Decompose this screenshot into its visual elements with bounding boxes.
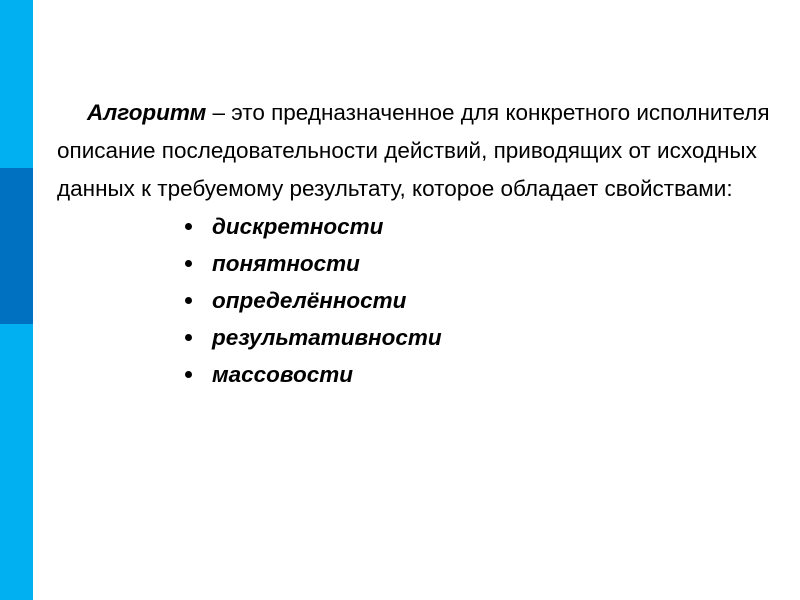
slide-side-bar — [0, 0, 33, 600]
list-item — [185, 245, 777, 282]
properties-list — [57, 208, 777, 393]
property-label: массовости — [212, 362, 353, 387]
property-label: определённости — [212, 288, 407, 313]
bullet-icon — [185, 297, 192, 304]
side-bar-dark-segment — [0, 168, 33, 324]
list-item — [185, 356, 777, 393]
list-item — [185, 319, 777, 356]
definition-term: Алгоритм — [87, 100, 207, 125]
list-item — [185, 208, 777, 245]
list-item — [185, 282, 777, 319]
bullet-icon — [185, 223, 192, 230]
definition-text: – это предназначенное для конкретного исполнителя описание последовательности действий, приводящих от исходных данных к требуемому результату, которое обладает свойствами: — [57, 100, 770, 201]
bullet-icon — [185, 371, 192, 378]
property-label: дискретности — [212, 214, 384, 239]
definition-paragraph — [57, 94, 777, 208]
property-label: результативности — [212, 325, 442, 350]
property-label: понятности — [212, 251, 360, 276]
bullet-icon — [185, 334, 192, 341]
slide-content — [57, 94, 777, 393]
bullet-icon — [185, 260, 192, 267]
